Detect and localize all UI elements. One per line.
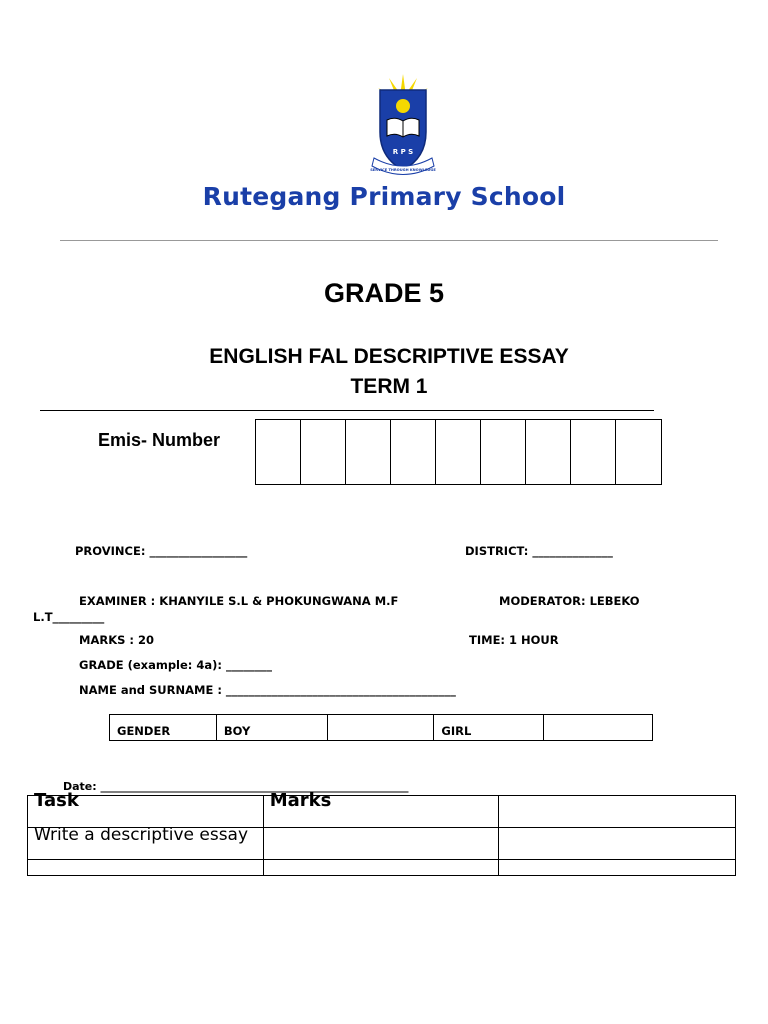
grade-class-field[interactable]: GRADE (example: 4a): ________ <box>79 658 273 672</box>
svg-text:SERVICE THROUGH KNOWLEDGE: SERVICE THROUGH KNOWLEDGE <box>370 168 436 172</box>
boy-label: BOY <box>216 715 327 741</box>
district-field[interactable]: DISTRICT: ______________ <box>465 544 613 558</box>
empty-header-cell <box>499 796 736 828</box>
emis-number-boxes[interactable] <box>255 419 662 485</box>
subject-name: ENGLISH FAL DESCRIPTIVE ESSAY <box>209 345 569 368</box>
grade-title: GRADE 5 <box>323 278 445 308</box>
emis-digit-box[interactable] <box>481 420 526 484</box>
marks-cell[interactable] <box>263 828 499 860</box>
term-label: TERM 1 <box>350 375 428 398</box>
date-field[interactable]: Date: ________________________________________________________ <box>63 780 409 793</box>
marks-field: MARKS : 20 <box>79 633 155 647</box>
gender-label: GENDER <box>110 715 217 741</box>
emis-digit-box[interactable] <box>301 420 346 484</box>
emis-digit-box[interactable] <box>391 420 436 484</box>
province-field[interactable]: PROVINCE: _________________ <box>75 544 248 558</box>
empty-cell[interactable] <box>499 828 736 860</box>
emis-digit-box[interactable] <box>616 420 661 484</box>
marks-column-header: Marks <box>263 796 499 828</box>
emis-digit-box[interactable] <box>571 420 616 484</box>
emis-digit-box[interactable] <box>436 420 481 484</box>
gender-table <box>109 714 653 741</box>
emis-digit-box[interactable] <box>346 420 391 484</box>
empty-cell <box>263 860 499 876</box>
empty-cell <box>499 860 736 876</box>
subject-title <box>0 342 768 402</box>
moderator-field: MODERATOR: LEBEKO <box>499 594 640 608</box>
time-field: TIME: 1 HOUR <box>469 633 559 647</box>
girl-checkbox-cell[interactable] <box>544 715 653 741</box>
examiner-field: EXAMINER : KHANYILE S.L & PHOKUNGWANA M.F <box>79 594 399 608</box>
emis-digit-box[interactable] <box>256 420 301 484</box>
boy-checkbox-cell[interactable] <box>327 715 434 741</box>
school-name: Rutegang Primary School <box>202 182 566 211</box>
task-marks-table <box>27 790 736 876</box>
svg-text:R P S: R P S <box>392 148 414 156</box>
task-description: Write a descriptive essay <box>28 828 264 860</box>
title-divider <box>40 410 654 411</box>
task-column-header: Task <box>28 796 264 828</box>
empty-cell <box>28 860 264 876</box>
header-divider <box>60 240 718 241</box>
emis-digit-box[interactable] <box>526 420 571 484</box>
emis-number-label: Emis- Number <box>98 430 221 450</box>
moderator-field-continued: L.T_________ <box>33 610 105 624</box>
name-surname-field[interactable]: NAME and SURNAME : ________________________________________ <box>79 683 456 697</box>
girl-label: GIRL <box>434 715 544 741</box>
